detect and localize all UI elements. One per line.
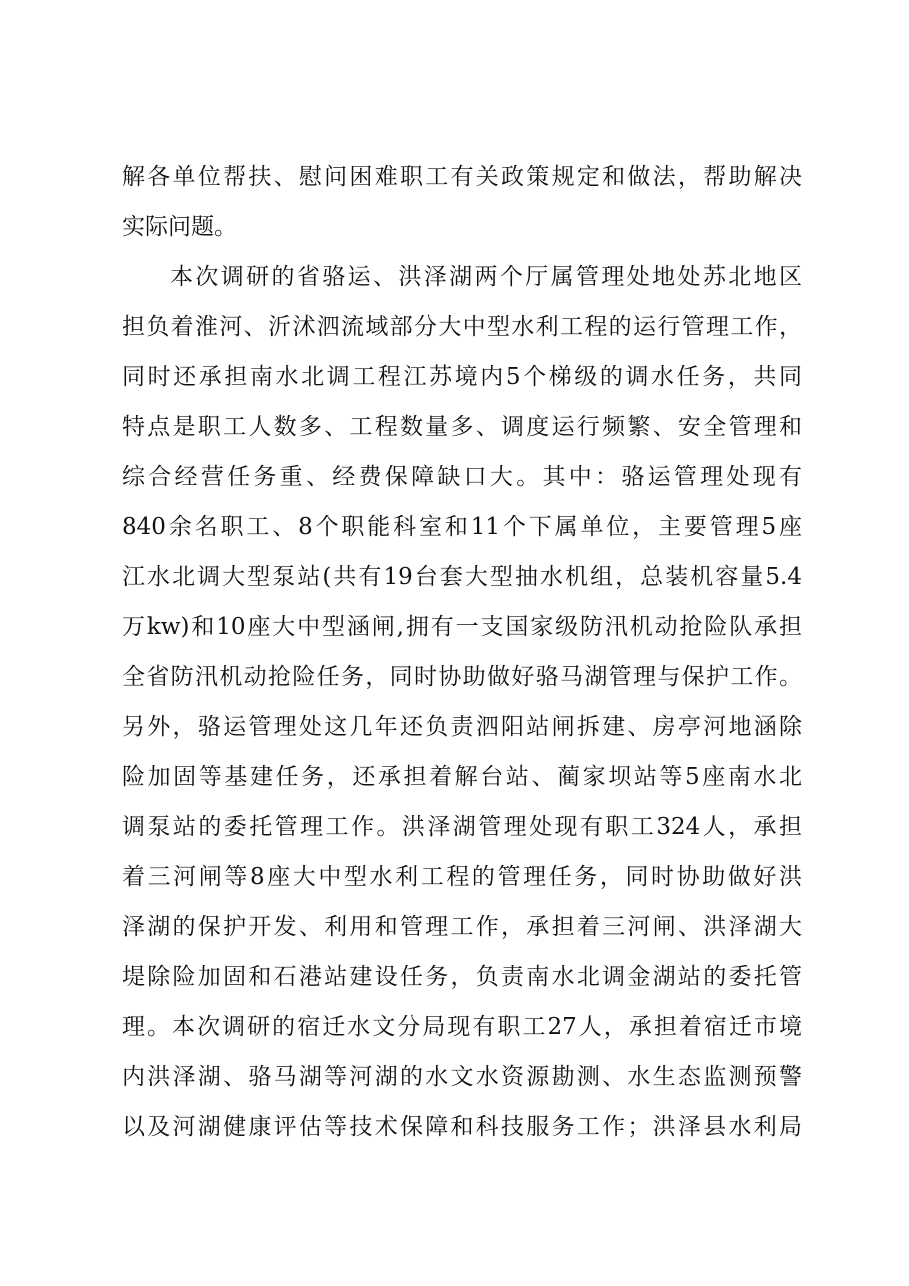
paragraph-1-line-2: 实际问题。 <box>122 214 237 240</box>
paragraph-2-line-7: 江水北调大型泵站(共有19台套大型抽水机组，总装机容量5.4 <box>122 564 802 590</box>
paragraph-2-line-2: 担负着淮河、沂沭泗流域部分大中型水利工程的运行管理工作， <box>122 314 802 340</box>
paragraph-2-line-4: 特点是职工人数多、工程数量多、调度运行频繁、安全管理和 <box>122 414 802 440</box>
paragraph-2-line-3: 同时还承担南水北调工程江苏境内5个梯级的调水任务，共同 <box>122 364 802 390</box>
paragraph-2-line-9: 全省防汛机动抢险任务，同时协助做好骆马湖管理与保护工作。 <box>122 664 802 690</box>
paragraph-2-line-11: 险加固等基建任务，还承担着解台站、蔺家坝站等5座南水北 <box>122 764 802 790</box>
paragraph-2-line-12: 调泵站的委托管理工作。洪泽湖管理处现有职工324人，承担 <box>122 814 802 840</box>
paragraph-2-line-16: 理。本次调研的宿迁水文分局现有职工27人，承担着宿迁市境 <box>122 1014 802 1040</box>
paragraph-2-line-17: 内洪泽湖、骆马湖等河湖的水文水资源勘测、水生态监测预警 <box>122 1064 802 1090</box>
paragraph-1-line-1: 解各单位帮扶、慰问困难职工有关政策规定和做法，帮助解决 <box>122 164 802 190</box>
paragraph-2-line-15: 堤除险加固和石港站建设任务，负责南水北调金湖站的委托管 <box>122 964 802 990</box>
paragraph-2-line-8: 万kw)和10座大中型涵闸,拥有一支国家级防汛机动抢险队承担 <box>122 614 802 640</box>
paragraph-2-line-6: 840余名职工、8个职能科室和11个下属单位，主要管理5座 <box>122 514 802 540</box>
paragraph-2-line-5: 综合经营任务重、经费保障缺口大。其中：骆运管理处现有 <box>122 464 802 490</box>
paragraph-2-line-18: 以及河湖健康评估等技术保障和科技服务工作；洪泽县水利局 <box>122 1114 802 1140</box>
body-text <box>122 152 802 1152</box>
paragraph-2-line-1: 本次调研的省骆运、洪泽湖两个厅属管理处地处苏北地区 <box>170 264 802 290</box>
paragraph-2-line-10: 另外，骆运管理处这几年还负责泗阳站闸拆建、房亭河地涵除 <box>122 714 802 740</box>
paragraph-2-line-13: 着三河闸等8座大中型水利工程的管理任务，同时协助做好洪 <box>122 864 802 890</box>
paragraph-2-line-14: 泽湖的保护开发、利用和管理工作，承担着三河闸、洪泽湖大 <box>122 914 802 940</box>
